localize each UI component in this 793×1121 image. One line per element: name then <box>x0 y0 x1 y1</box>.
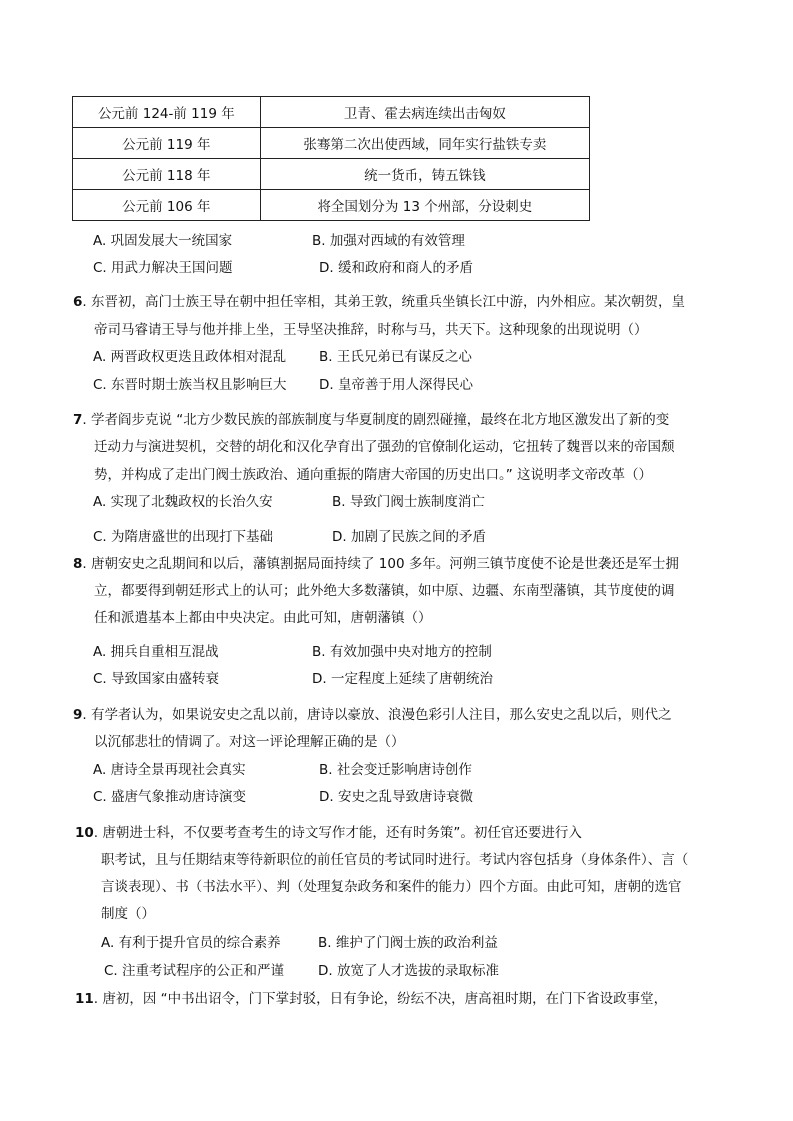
q10-option-d: D. 放宽了人才选拔的录取标准 <box>318 963 499 979</box>
q8-stem-line: 8. 唐朝安史之乱期间和以后，藩镇割据局面持续了 100 多年。河朔三镇节度使不论是世袭还是军士拥 <box>73 556 679 572</box>
q9-option-d: D. 安史之乱导致唐诗衰微 <box>319 789 473 805</box>
table-row <box>73 190 590 221</box>
table-cell-event: 统一货币，铸五铢钱 <box>260 159 589 190</box>
table-cell-event: 将全国划分为 13 个州部，分设刺史 <box>260 190 589 221</box>
q10-stem-line: 制度（） <box>101 906 155 922</box>
question-number: 8 <box>73 556 83 572</box>
q6-stem-line: 6. 东晋初，高门士族王导在朝中担任宰相，其弟王敦，统重兵坐镇长江中游，内外相应。某次朝贺，皇 <box>73 294 685 310</box>
question-number: 10 <box>75 825 94 841</box>
q9-option-b: B. 社会变迁影响唐诗创作 <box>319 762 472 778</box>
q8-option-d: D. 一定程度上延续了唐朝统治 <box>312 671 493 687</box>
question-number: 9 <box>73 707 83 723</box>
q9-option-a: A. 唐诗全景再现社会真实 <box>93 762 246 778</box>
question-number: 7 <box>73 412 83 428</box>
q5-option-d: D. 缓和政府和商人的矛盾 <box>319 260 473 276</box>
q8-option-c: C. 导致国家由盛转衰 <box>93 671 220 687</box>
q7-stem-line: 势，并构成了走出门阀士族政治、通向重振的隋唐大帝国的历史出口。” 这说明孝文帝改革（） <box>94 467 653 483</box>
q7-option-b: B. 导致门阀士族制度消亡 <box>332 494 485 510</box>
q8-stem-line: 任和派遣基本上都由中央决定。由此可知，唐朝藩镇（） <box>94 610 432 626</box>
table-cell-time: 公元前 106 年 <box>73 190 261 221</box>
question-number: 11 <box>75 991 94 1007</box>
table-cell-time: 公元前 119 年 <box>73 128 261 159</box>
table-cell-time: 公元前 118 年 <box>73 159 261 190</box>
q8-option-b: B. 有效加强中央对地方的控制 <box>312 644 492 660</box>
table-cell-event: 卫青、霍去病连续出击匈奴 <box>260 97 589 128</box>
q8-stem-line: 立，都要得到朝廷形式上的认可；此外绝大多数藩镇，如中原、边疆、东南型藩镇，其节度使的调 <box>94 583 675 599</box>
q10-option-a: A. 有利于提升官员的综合素养 <box>101 935 281 951</box>
q6-stem-line: 帝司马睿请王导与他并排上坐，王导坚决推辞，时称与马，共天下。这种现象的出现说明（） <box>94 322 648 338</box>
q9-stem-line: 9. 有学者认为，如果说安史之乱以前，唐诗以豪放、浪漫色彩引人注目，那么安史之乱以后，则代之 <box>73 707 672 723</box>
q9-option-c: C. 盛唐气象推动唐诗演变 <box>93 789 247 805</box>
q6-option-a: A. 两晋政权更迭且政体相对混乱 <box>93 349 287 365</box>
q10-stem-line: 10. 唐朝进士科，不仅要考查考生的诗文写作才能，还有时务策”。初任官还要进行入 <box>75 825 582 841</box>
q10-option-b: B. 维护了门阀士族的政治利益 <box>318 935 498 951</box>
q5-option-c: C. 用武力解决王国问题 <box>93 260 233 276</box>
q10-option-c: C. 注重考试程序的公正和严谨 <box>104 963 285 979</box>
q5-option-b: B. 加强对西域的有效管理 <box>312 233 465 249</box>
q7-option-c: C. 为隋唐盛世的出现打下基础 <box>93 529 274 545</box>
table-row <box>73 128 590 159</box>
q6-option-c: C. 东晋时期士族当权且影响巨大 <box>93 377 287 393</box>
q7-option-a: A. 实现了北魏政权的长治久安 <box>93 494 273 510</box>
q6-option-d: D. 皇帝善于用人深得民心 <box>319 377 473 393</box>
table-row <box>73 159 590 190</box>
table-row <box>73 97 590 128</box>
q5-option-a: A. 巩固发展大一统国家 <box>93 233 233 249</box>
table-cell-time: 公元前 124-前 119 年 <box>73 97 261 128</box>
q10-stem-line: 职考试，且与任期结束等待新职位的前任官员的考试同时进行。考试内容包括身（身体条件）、言（ <box>101 852 689 868</box>
q7-stem-line: 迁动力与演进契机，交替的胡化和汉化孕育出了强劲的官僚制化运动，它扭转了魏晋以来的帝国颓 <box>94 439 675 455</box>
q7-stem-line: 7. 学者阎步克说 “北方少数民族的部族制度与华夏制度的剧烈碰撞，最终在北方地区激发出了新的变 <box>73 412 670 428</box>
q9-stem-line: 以沉郁悲壮的情调了。对这一评论理解正确的是（） <box>94 734 405 750</box>
q8-option-a: A. 拥兵自重相互混战 <box>93 644 219 660</box>
q10-stem-line: 言谈表现）、书（书法水平）、判（处理复杂政务和案件的能力）四个方面。由此可知，唐朝的选官 <box>101 879 682 895</box>
q7-option-d: D. 加剧了民族之间的矛盾 <box>332 529 486 545</box>
question-number: 6 <box>73 294 83 310</box>
table-cell-event: 张骞第二次出使西域，同年实行盐铁专卖 <box>260 128 589 159</box>
history-timeline-table <box>72 96 590 221</box>
q6-option-b: B. 王氏兄弟已有谋反之心 <box>319 349 472 365</box>
q11-stem-line: 11. 唐初，因 “中书出诏令，门下掌封驳，日有争论，纷纭不决，唐高祖时期，在门下省设政事堂， <box>75 991 668 1007</box>
